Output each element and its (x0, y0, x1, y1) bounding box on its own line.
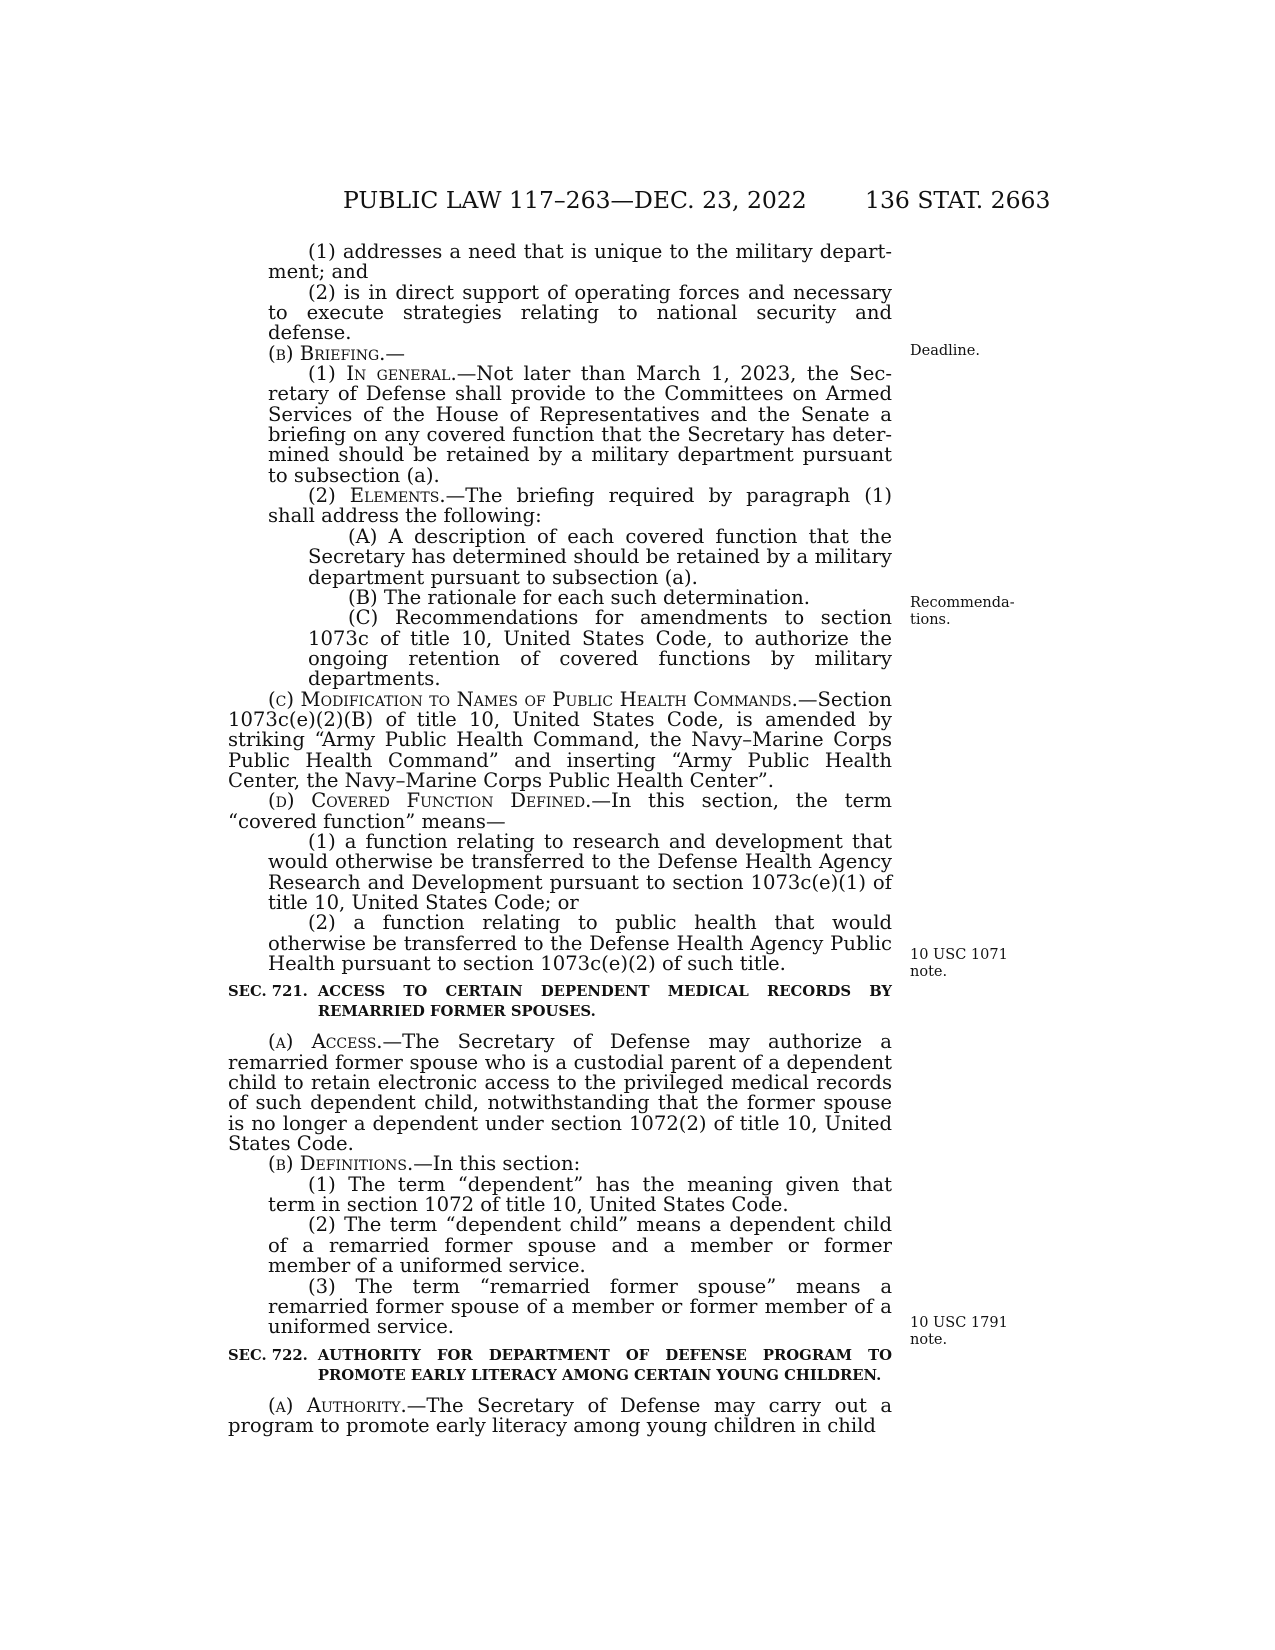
paragraph-label: (a) Access. (268, 1030, 383, 1054)
section-title: AUTHORITY FOR DEPARTMENT OF DEFENSE PROGRAM TO PROMOTE EARLY LITERACY AMONG CERTAIN YOUNG CHILDREN. (317, 1346, 892, 1384)
paragraph-label: (c) Modification to Names of Public Health Commands. (268, 687, 798, 711)
paragraph: (1) a function relating to research and development that would otherwise be transferred to the Defense Health Agency Research and Development pursuant to section 1073c(e)(1) of title 10, United States Code; or (268, 829, 892, 914)
paragraph-label: (a) Authority. (268, 1393, 407, 1417)
section-number: SEC. 721. (228, 983, 308, 1001)
paragraph: (3) The term “remarried former spouse” means a remarried former spouse of a member or former member of a uniformed service. (268, 1274, 892, 1339)
section-title: ACCESS TO CERTAIN DEPENDENT MEDICAL RECORDS BY REMARRIED FORMER SPOUSES. (317, 983, 892, 1021)
paragraph: (2) a function relating to public health that would otherwise be transferred to the Defense Health Agency Public Health pursuant to section 1073c(e)(2) of such title. (268, 911, 892, 976)
margin-note-line: 10 USC 1071 (910, 947, 1008, 963)
paragraph-text: —The briefing required by paragraph (1) shall address the following: (268, 484, 893, 528)
paragraph-text: —Section 1073c(e)(2)(B) of title 10, United States Code, is amended by striking “Army Public Health Command, the Navy–Marine Corps Public Health Command” and inserting “Army Public Health Center, the Navy–Marine Corps Public Health Center”. (228, 687, 892, 792)
running-header-law: PUBLIC LAW 117–263—DEC. 23, 2022 (343, 186, 807, 214)
section-heading-721 (228, 982, 892, 1022)
section-number: SEC. 722. (228, 1346, 308, 1364)
paragraph: (1) addresses a need that is unique to the military depart-ment; and (268, 240, 892, 284)
paragraph (228, 364, 892, 486)
paragraph (228, 1393, 892, 1437)
paragraph (228, 687, 892, 792)
paragraph (228, 1032, 892, 1154)
paragraph-label: (1) In general. (308, 362, 457, 386)
paragraph (228, 1154, 892, 1174)
margin-note-text: Deadline. (910, 343, 980, 359)
subsection-heading (228, 341, 892, 365)
paragraph: (1) The term “dependent” has the meaning given that term in section 1072 of title 10, United States Code. (268, 1172, 892, 1217)
margin-note-sec722 (910, 1315, 1030, 1349)
paragraph-label: (2) Elements. (308, 484, 446, 508)
paragraph (228, 791, 892, 832)
paragraph: (B) The rationale for each such determination. (348, 585, 810, 609)
paragraph-text: —The Secretary of Defense may carry out a program to promote early literacy among young children in child (228, 1393, 892, 1437)
margin-note-deadline (910, 343, 1030, 360)
margin-note-line: 10 USC 1791 (910, 1315, 1008, 1331)
paragraph-text: —The Secretary of Defense may authorize a remarried former spouse who is a custodial parent of a dependent child to retain electronic access to the privileged medical records of such dependent child, notwithstanding that the former spouse is no longer a dependent under section 1072(2) of title 10, United States Code. (228, 1030, 892, 1156)
paragraph-text: —Not later than March 1, 2023, the Sec-retary of Defense shall provide to the Committees on Armed Services of the House of Representatives and the Senate a briefing on any covered function that the Secretary has deter-mined should be retained by a military department pursuant to subsection (a). (268, 362, 892, 487)
paragraph-text: —In this section: (413, 1152, 581, 1176)
paragraph: (2) is in direct support of operating forces and necessary to execute strategies relating to national security and defense. (268, 280, 892, 345)
paragraph: (2) The term “dependent child” means a dependent child of a remarried former spouse and a member or former member of a uniformed service. (268, 1213, 892, 1278)
paragraph: (C) Recommendations for amendments to section 1073c of title 10, United States Code, to authorize the ongoing retention of covered functions by military departments. (308, 606, 892, 691)
document-body (228, 242, 892, 1436)
heading-label: (b) Briefing.— (268, 341, 405, 365)
paragraph-label: (b) Definitions. (268, 1152, 414, 1176)
margin-note-line: Recommenda- (910, 595, 1015, 611)
margin-note-line: tions. (910, 612, 951, 628)
paragraph-text: —In this section, the term “covered function” means— (228, 789, 892, 833)
paragraph-label: (d) Covered Function Defined. (268, 789, 592, 813)
section-heading-722 (228, 1346, 892, 1386)
paragraph (228, 486, 892, 527)
paragraph: (A) A description of each covered function that the Secretary has determined should be retained by a military department pursuant to subsection (a). (308, 524, 892, 589)
running-header-page: 136 STAT. 2663 (865, 186, 1051, 214)
margin-note-line: note. (910, 1332, 948, 1348)
margin-note-sec721 (910, 947, 1030, 981)
margin-note-line: note. (910, 964, 948, 980)
margin-note-recommendations (910, 595, 1030, 629)
